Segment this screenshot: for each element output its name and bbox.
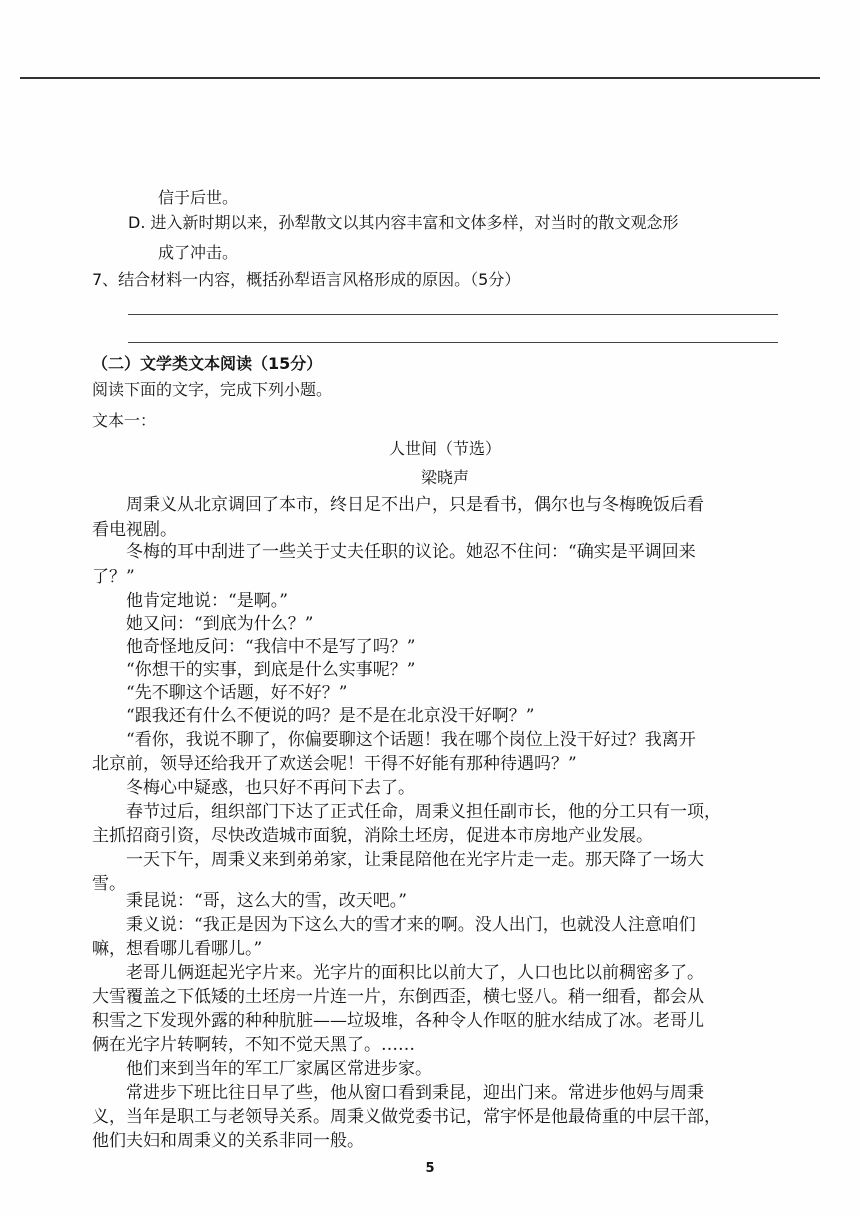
article-line: 他们来到当年的军工厂家属区常进步家。 (126, 1059, 432, 1079)
article-line: 俩在光字片转啊转，不知不觉天黑了。…… (92, 1035, 415, 1055)
text-label: 文本一： (92, 411, 157, 430)
article-line: 冬梅的耳中刮进了一些关于丈夫任职的议论。她忍不住问：“确实是平调回来 (126, 542, 696, 562)
question7-prompt: 7、结合材料一内容，概括孙犁语言风格形成的原因。（5分） (92, 270, 521, 289)
article-line: 一天下午，周秉义来到弟弟家，让秉昆陪他在光字片走一走。那天降了一场大 (126, 850, 704, 870)
article-line: 秉昆说：“哥，这么大的雪，改天吧。” (126, 891, 407, 911)
article-line: 雪。 (92, 874, 126, 894)
section-heading: （二）文学类文本阅读（15分） (92, 354, 323, 373)
article-line: 积雪之下发现外露的种种肮脏——垃圾堆，各种令人作呕的脏水结成了冰。老哥儿 (92, 1011, 704, 1031)
answer-line (128, 342, 778, 343)
article-line: 嘛，想看哪儿看哪儿。” (92, 939, 263, 959)
article-line: 冬梅心中疑惑，也只好不再问下去了。 (126, 778, 415, 798)
question6-option-d-cont: 成了冲击。 (158, 243, 239, 262)
article-line: 常进步下班比往日早了些，他从窗口看到秉昆，迎出门来。常进步他妈与周秉 (126, 1083, 704, 1103)
article-line: “跟我还有什么不便说的吗？是不是在北京没干好啊？” (126, 706, 535, 726)
article-line: 大雪覆盖之下低矮的土坯房一片连一片，东倒西歪，横七竖八。稍一细看，都会从 (92, 987, 704, 1007)
article-line: 老哥儿俩逛起光字片来。光字片的面积比以前大了，人口也比以前稠密多了。 (126, 963, 704, 983)
article-line: 看电视剧。 (92, 520, 177, 540)
article-line: 秉义说：“我正是因为下这么大的雪才来的啊。没人出门，也就没人注意咱们 (126, 915, 696, 935)
page-number: 5 (425, 1161, 435, 1176)
article-title: 人世间（节选） (388, 439, 501, 458)
article-author: 梁晓声 (420, 468, 469, 487)
article-line: 主抓招商引资，尽快改造城市面貌，消除土坯房，促进本市房地产业发展。 (92, 826, 653, 846)
question6-option-d: D. 进入新时期以来，孙犁散文以其内容丰富和文体多样，对当时的散文观念形 (128, 213, 679, 232)
article-line: 北京前，领导还给我开了欢送会呢！干得不好能有那种待遇吗？” (92, 754, 577, 774)
answer-line (128, 314, 778, 315)
section-instruction: 阅读下面的文字，完成下列小题。 (92, 380, 333, 399)
article-line: 周秉义从北京调回了本市，终日足不出户，只是看书，偶尔也与冬梅晚饭后看 (126, 495, 704, 515)
question6-tail: 信于后世。 (158, 188, 239, 207)
article-line: 他奇怪地反问：“我信中不是写了吗？” (126, 637, 416, 657)
article-line: 他肯定地说：“是啊。” (126, 591, 288, 611)
article-line: “看你，我说不聊了，你偏要聊这个话题！我在哪个岗位上没干好过？我离开 (126, 730, 696, 750)
article-line: “你想干的实事，到底是什么实事呢？” (126, 660, 416, 680)
header-rule (20, 77, 820, 79)
article-line: “先不聊这个话题，好不好？” (126, 683, 348, 703)
article-line: 义，当年是职工与老领导关系。周秉义做党委书记，常宇怀是他最倚重的中层干部， (92, 1107, 721, 1127)
article-line: 了？” (92, 567, 135, 587)
article-line: 他们夫妇和周秉义的关系非同一般。 (92, 1131, 364, 1151)
article-line: 她又问：“到底为什么？” (126, 614, 314, 634)
article-line: 春节过后，组织部门下达了正式任命，周秉义担任副市长，他的分工只有一项， (126, 802, 721, 822)
